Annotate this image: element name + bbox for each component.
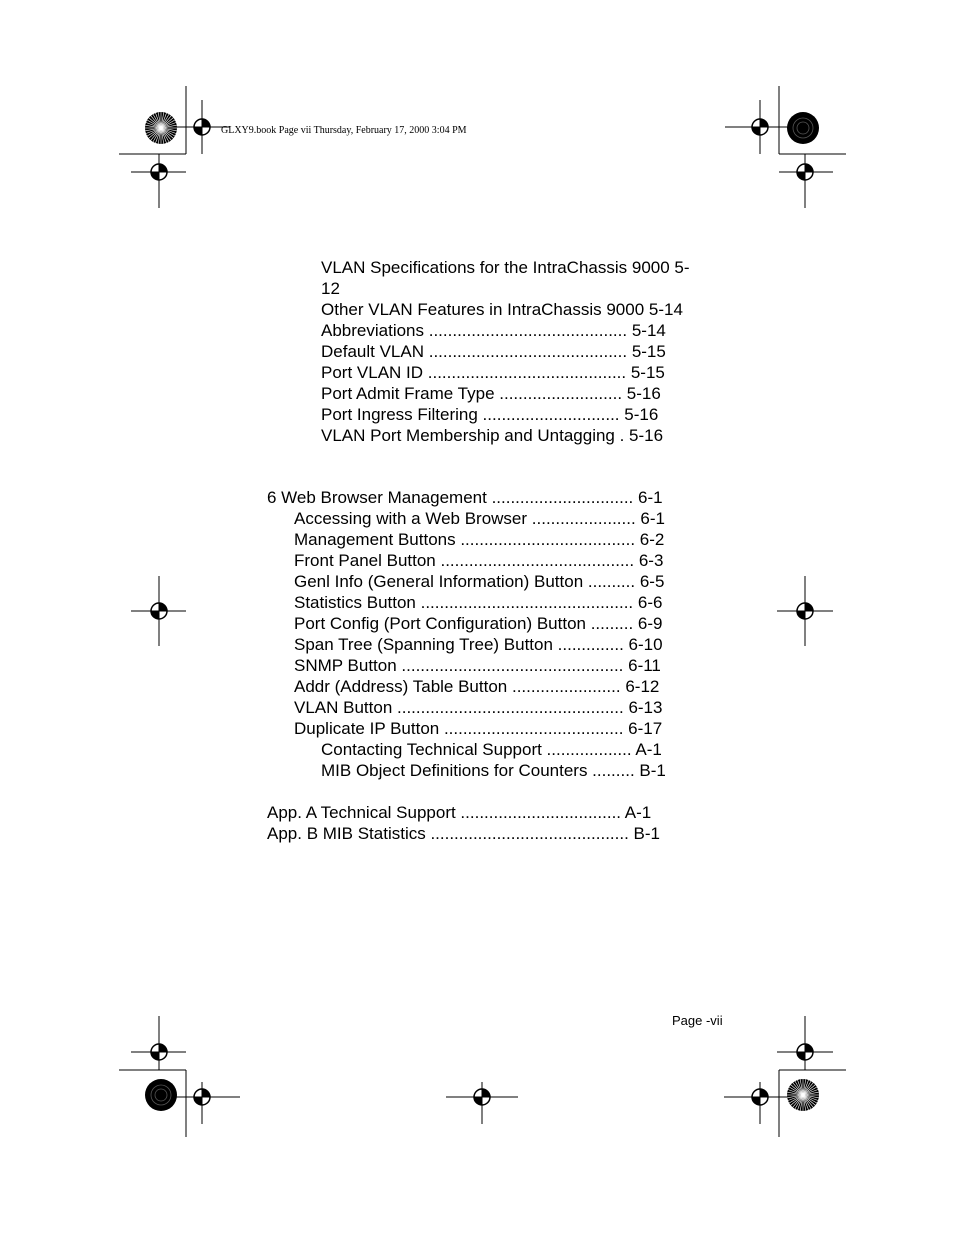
- toc-entry: Accessing with a Web Browser ...................... 6-1: [294, 509, 665, 528]
- page-number: Page -vii: [672, 1013, 723, 1028]
- print-header: GLXY9.book Page vii Thursday, February 17, 2000 3:04 PM: [221, 125, 467, 136]
- toc-entry: App. B MIB Statistics .......................................... B-1: [267, 824, 660, 843]
- toc-entry: SNMP Button ............................................... 6-11: [294, 656, 661, 675]
- toc-entry: Port Admit Frame Type .......................... 5-16: [321, 384, 661, 403]
- toc-entry: 12: [321, 279, 340, 298]
- toc-entry: 6 Web Browser Management .............................. 6-1: [267, 488, 663, 507]
- toc-entry: App. A Technical Support .................................. A-1: [267, 803, 652, 822]
- toc-entry: Port VLAN ID .......................................... 5-15: [321, 363, 665, 382]
- toc-entry: Duplicate IP Button ...................................... 6-17: [294, 719, 663, 738]
- toc-entry: Genl Info (General Information) Button .......... 6-5: [294, 572, 665, 591]
- toc-entry: Port Ingress Filtering ............................. 5-16: [321, 405, 659, 424]
- toc-entry: Default VLAN .......................................... 5-15: [321, 342, 666, 361]
- toc-entry: Statistics Button ............................................. 6-6: [294, 593, 663, 612]
- toc-entry: Abbreviations .......................................... 5-14: [321, 321, 666, 340]
- toc-entry: Contacting Technical Support .................. A-1: [321, 740, 662, 759]
- toc-entry: Port Config (Port Configuration) Button ......... 6-9: [294, 614, 663, 633]
- toc-entry: Span Tree (Spanning Tree) Button .............. 6-10: [294, 635, 663, 654]
- toc-entry: VLAN Specifications for the IntraChassis 9000 5-: [321, 258, 690, 277]
- toc-entry: Other VLAN Features in IntraChassis 9000 5-14: [321, 300, 683, 319]
- toc-entry: VLAN Button ................................................ 6-13: [294, 698, 663, 717]
- toc-entry: Addr (Address) Table Button ....................... 6-12: [294, 677, 660, 696]
- toc-entry: Front Panel Button ......................................... 6-3: [294, 551, 664, 570]
- toc-entry: VLAN Port Membership and Untagging . 5-16: [321, 426, 664, 445]
- toc-entry: MIB Object Definitions for Counters ......... B-1: [321, 761, 666, 780]
- toc-entry: Management Buttons ..................................... 6-2: [294, 530, 665, 549]
